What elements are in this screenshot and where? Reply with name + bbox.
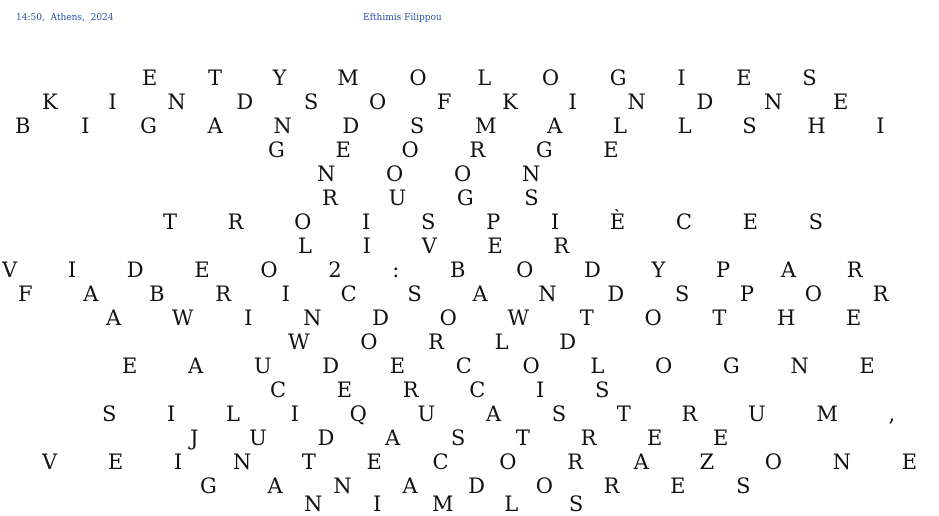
text-line: N I M L S [304, 492, 606, 516]
header-author: Efthimis Filippou [363, 13, 442, 23]
text-line: C E R C I S [270, 378, 632, 402]
text-line: L I V E R [298, 234, 592, 258]
text-line: G E O R G E [268, 138, 641, 162]
text-line: T R O I S P I È C E S [163, 210, 846, 234]
text-line: B I G A N D S M A L L S H I [15, 114, 907, 138]
text-line: J U D A S T R E E [190, 426, 751, 450]
text-line: G A N A D O R E S [200, 474, 773, 498]
text-line: K I N D S O F K I N D N E [42, 90, 871, 114]
text-line: W O R L D [288, 330, 599, 354]
text-line: A W I N D O W T O T H E [106, 306, 884, 330]
text-line: V E I N T E C O R A Z O N E [42, 450, 939, 474]
text-line: V I D E O 2 : B O D Y P A R [2, 258, 885, 282]
text-line: E A U D E C O L O G N E [122, 354, 897, 378]
text-line: N O O N [317, 162, 563, 186]
text-line: R U G S [322, 186, 561, 210]
text-line: F A B R I C S A N D S P O R [18, 282, 911, 306]
header-timestamp: 14:50, Athens, 2024 [16, 13, 114, 23]
text-line: S I L I Q U A S T R U M , [102, 402, 918, 426]
text-line: E T Y M O L O G I E S [142, 66, 839, 90]
